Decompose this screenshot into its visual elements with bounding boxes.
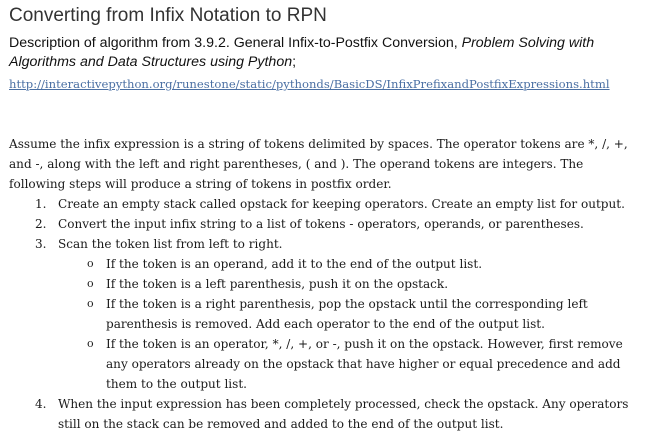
algorithm-body bbox=[9, 134, 634, 434]
substep-text: If the token is a right parenthesis, pop the opstack until the corresponding left parenthesis is removed. Add each operator to the end of the output list. bbox=[106, 297, 588, 331]
circle-bullet-icon: o bbox=[87, 257, 94, 270]
description-prefix: Description of algorithm from 3.9.2. General Infix-to-Postfix Conversion, bbox=[9, 35, 462, 51]
step-item bbox=[9, 194, 634, 214]
substep-item bbox=[58, 294, 634, 334]
substep-text: If the token is an operand, add it to the end of the output list. bbox=[106, 257, 483, 271]
step-item bbox=[9, 234, 634, 394]
steps-list bbox=[9, 194, 634, 434]
step-number: 4. bbox=[35, 397, 47, 411]
substep-item bbox=[58, 334, 634, 394]
substep-text: If the token is a left parenthesis, push it on the opstack. bbox=[106, 277, 449, 291]
description-suffix: ; bbox=[292, 54, 297, 70]
step-text: When the input expression has been completely processed, check the opstack. Any operators still on the stack can be removed and added to the end of the output list. bbox=[58, 397, 629, 431]
step-text: Create an empty stack called opstack for keeping operators. Create an empty list for output. bbox=[58, 197, 625, 211]
circle-bullet-icon: o bbox=[87, 297, 94, 310]
source-link[interactable]: http://interactivepython.org/runestone/static/pythonds/BasicDS/InfixPrefixandPostfixExpressions.html bbox=[9, 77, 610, 91]
page-title: Converting from Infix Notation to RPN bbox=[9, 5, 327, 26]
step-number: 3. bbox=[35, 237, 47, 251]
substep-text: If the token is an operator, *, /, +, or -, push it on the opstack. However, first remove any operators already on the opstack that have higher or equal precedence and add them to the output list. bbox=[106, 337, 623, 391]
step-text: Scan the token list from left to right. bbox=[58, 237, 283, 251]
intro-paragraph: Assume the infix expression is a string of tokens delimited by spaces. The operator tokens are *, /, +, and -, along with the left and right parentheses, ( and ). The operand tokens are integers. The following steps will produce a string of tokens in postfix order. bbox=[9, 137, 628, 191]
step-item bbox=[9, 214, 634, 234]
algorithm-source-description bbox=[9, 34, 634, 72]
step-number: 1. bbox=[35, 197, 47, 211]
circle-bullet-icon: o bbox=[87, 277, 94, 290]
step-number: 2. bbox=[35, 217, 47, 231]
substep-item bbox=[58, 274, 634, 294]
book-title: Problem Solving with Algorithms and Data Structures using Python bbox=[9, 35, 595, 70]
substep-item bbox=[58, 254, 634, 274]
circle-bullet-icon: o bbox=[87, 337, 94, 350]
substeps-list bbox=[58, 254, 634, 394]
step-item bbox=[9, 394, 634, 434]
step-text: Convert the input infix string to a list of tokens - operators, operands, or parentheses. bbox=[58, 217, 584, 231]
